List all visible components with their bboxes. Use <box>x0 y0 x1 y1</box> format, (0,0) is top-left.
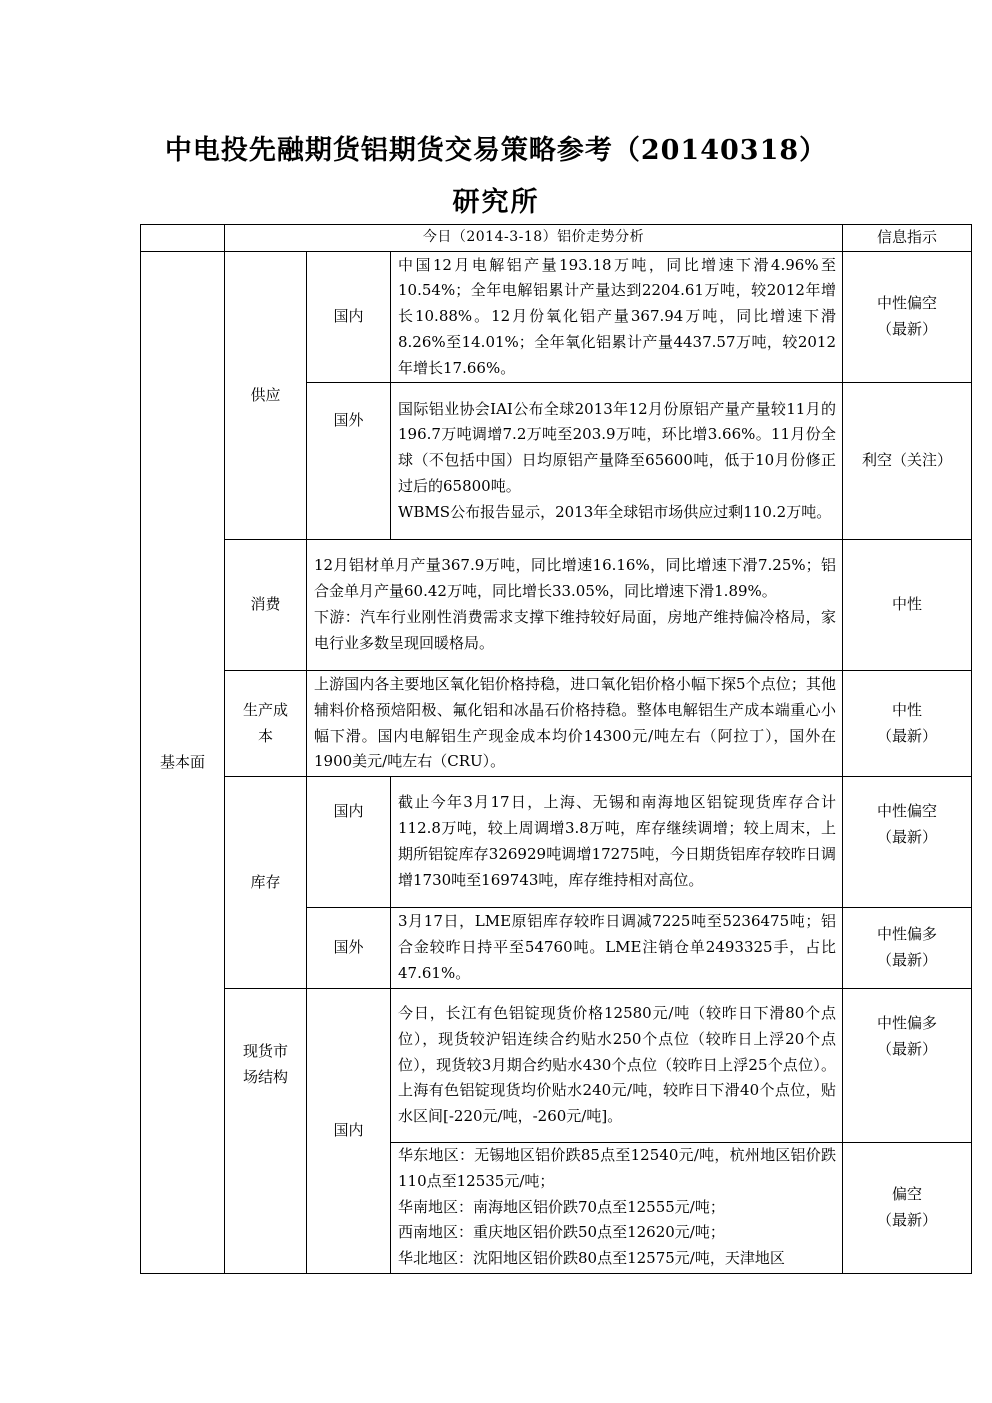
inventory-domestic-label: 国内 <box>307 777 391 908</box>
table-row <box>141 540 972 671</box>
header-empty-cell <box>141 225 225 252</box>
indicator-line: （最新） <box>877 827 938 846</box>
consumption-label: 消费 <box>225 540 307 671</box>
inventory-foreign-indicator <box>843 908 972 989</box>
spot-row2-text <box>391 1143 843 1274</box>
supply-domestic-indicator <box>843 252 972 383</box>
inventory-domestic-indicator <box>843 777 972 908</box>
indicator-line: 中性 <box>892 700 923 719</box>
supply-foreign-label: 国外 <box>307 383 391 540</box>
supply-domestic-label: 国内 <box>307 252 391 383</box>
inventory-foreign-text: 3月17日，LME原铝库存较昨日调减7225吨至5236475吨；铝合金较昨日持平至54760吨。LME注销仓单2493325手，占比47.61%。 <box>391 908 843 989</box>
table-row <box>141 252 972 383</box>
cost-text: 上游国内各主要地区氧化铝价格持稳，进口氧化铝价格小幅下探5个点位；其他辅料价格预焙阳极、氟化铝和冰晶石价格持稳。整体电解铝生产成本端重心小幅下滑。国内电解铝生产现金成本均价14300元/吨左右（阿拉丁），国外在1900美元/吨左右（CRU）。 <box>307 671 843 777</box>
category-fundamentals: 基本面 <box>141 252 225 1274</box>
supply-domestic-text: 中国12月电解铝产量193.18万吨，同比增速下滑4.96%至10.54%；全年电解铝累计产量达到2204.61万吨，较2012年增长10.88%。12月份氧化铝产量367.94万吨，同比增速下滑8.26%至14.01%；全年氧化铝累计产量4437.57万吨，较2012年增长17.66%。 <box>391 252 843 383</box>
table-header-row <box>141 225 972 252</box>
indicator-line: （最新） <box>877 320 938 338</box>
consumption-indicator: 中性 <box>843 540 972 671</box>
paragraph: 国际铝业协会IAI公布全球2013年12月份原铝产量产量较11月的196.7万吨调增7.2万吨至203.9万吨，环比增3.66%。11月份全球（不包括中国）日均原铝产量降至65600吨，低于10月份修正过后的65800吨。 <box>398 399 837 495</box>
consumption-text <box>307 540 843 671</box>
indicator-line: 中性偏多 <box>877 925 938 944</box>
page-title: 中电投先融期货铝期货交易策略参考（20140318） <box>164 135 828 166</box>
header-analysis: 今日（2014-3-18）铝价走势分析 <box>225 225 843 252</box>
indicator-line: 中性偏空 <box>877 802 938 820</box>
paragraph: 华南地区：南海地区铝价跌70点至12555元/吨； <box>398 1197 725 1216</box>
cost-label <box>225 671 307 777</box>
cost-indicator <box>843 671 972 777</box>
supply-foreign-indicator: 利空（关注） <box>843 383 972 540</box>
indicator-line: （最新） <box>877 726 938 745</box>
spot-row2-indicator <box>843 1143 972 1274</box>
spot-label <box>225 989 307 1274</box>
inventory-label: 库存 <box>225 777 307 989</box>
inventory-domestic-text: 截止今年3月17日，上海、无锡和南海地区铝锭现货库存合计112.8万吨，较上周调增3.8万吨，库存继续调增；较上周末，上期所铝锭库存326929吨调增17275吨，今日期货铝库存较昨日调增1730吨至169743吨，库存维持相对高位。 <box>391 777 843 908</box>
inventory-foreign-label: 国外 <box>307 908 391 989</box>
paragraph: WBMS公布报告显示，2013年全球铝市场供应过剩110.2万吨。 <box>398 502 832 521</box>
label-line: 生产成 <box>242 700 288 719</box>
label-line: 本 <box>257 726 273 745</box>
paragraph: 华北地区：沈阳地区铝价跌80点至12575元/吨，天津地区 <box>398 1249 785 1268</box>
table-row <box>141 777 972 908</box>
label-line: 场结构 <box>242 1067 288 1086</box>
indicator-line: （最新） <box>877 1039 938 1058</box>
paragraph: 12月铝材单月产量367.9万吨，同比增速16.16%，同比增速下滑7.25%；铝合金单月产量60.42万吨，同比增长33.05%，同比增速下滑1.89%。 <box>314 556 837 601</box>
strategy-table <box>140 224 972 1274</box>
indicator-line: （最新） <box>877 1211 938 1229</box>
paragraph: 西南地区：重庆地区铝价跌50点至12620元/吨； <box>398 1223 725 1242</box>
label-line: 现货市 <box>242 1042 288 1060</box>
indicator-line: 偏空 <box>892 1185 923 1204</box>
spot-row1-text: 今日，长江有色铝锭现货价格12580元/吨（较昨日下滑80个点位），现货较沪铝连续合约贴水250个点位（较昨日上浮20个点位），现货较3月期合约贴水430个点位（较昨日上浮25个点位）。上海有色铝锭现货均价贴水240元/吨，较昨日下滑40个点位，贴水区间[-220元/吨，-260元/吨]。 <box>391 989 843 1143</box>
header-indicator: 信息指示 <box>843 225 972 252</box>
table-row <box>141 671 972 777</box>
spot-domestic-label: 国内 <box>307 989 391 1274</box>
paragraph: 华东地区：无锡地区铝价跌85点至12540元/吨，杭州地区铝价跌110点至12535元/吨； <box>398 1146 837 1190</box>
page-subtitle: 研究所 <box>452 187 540 218</box>
supply-label: 供应 <box>225 252 307 540</box>
table-row <box>141 989 972 1143</box>
indicator-line: （最新） <box>877 951 938 969</box>
paragraph: 下游：汽车行业刚性消费需求支撑下维持较好局面，房地产维持偏冷格局，家电行业多数呈现回暖格局。 <box>314 608 837 652</box>
spot-row1-indicator <box>843 989 972 1143</box>
indicator-line: 中性偏多 <box>877 1014 938 1032</box>
indicator-line: 中性偏空 <box>877 294 938 313</box>
supply-foreign-text <box>391 383 843 540</box>
